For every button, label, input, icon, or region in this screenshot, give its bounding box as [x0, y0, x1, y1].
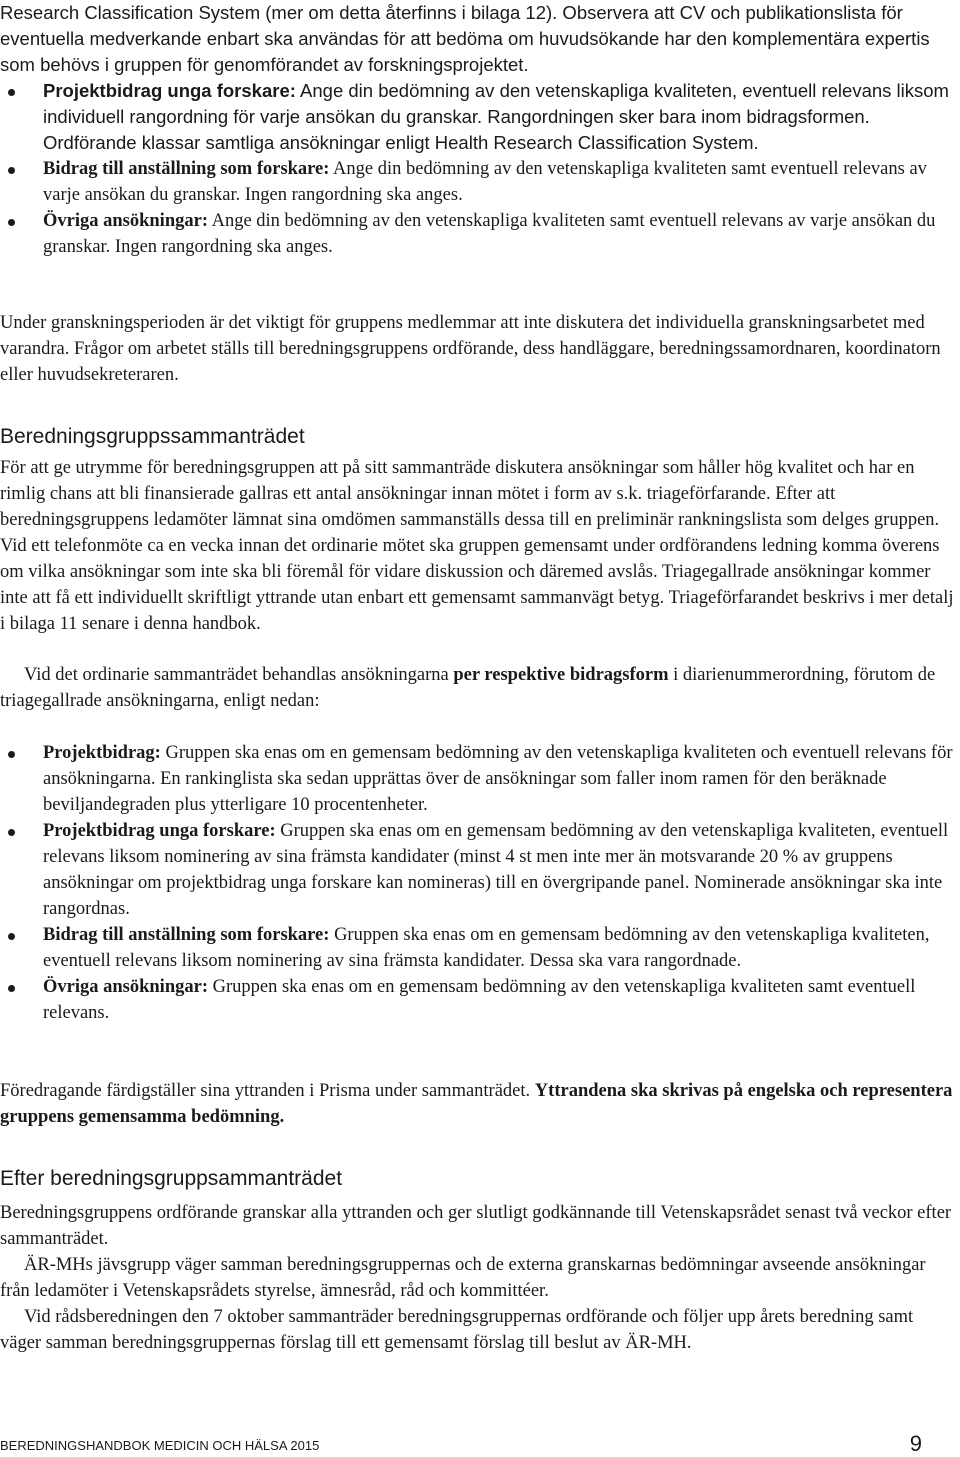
list-item: Projektbidrag unga forskare: Ange din bedömning av den vetenskapliga kvaliteten, eventuell relevans liksom individuell rangordning för varje ansökan du granskar. Rangordningen sker bara inom bidragsformen. Ordförande klassar samtliga ansökningar enligt Health Research Classification System.	[0, 78, 955, 156]
intro-paragraph: Research Classification System (mer om detta återfinns i bilaga 12). Observera att CV och publikationslista för eventuella medverkande enbart ska användas för att bedöma om huvudsökande har den komplementära expertis som behövs i gruppen för genomförandet av forskningsprojektet.	[0, 2, 930, 75]
page-number: 9	[909, 1431, 922, 1456]
list-item: Bidrag till anställning som forskare: Ange din bedömning av den vetenskapliga kvaliteten samt eventuell relevans av varje ansökan du granskar. Ingen rangordning ska anges.	[0, 156, 955, 208]
after-meeting-paragraph-3: Vid rådsberedningen den 7 oktober sammanträder beredningsgruppernas ordförande och följer upp årets beredning samt väger samman beredningsgruppernas förslag till ett gemensamt förslag till beslut av ÄR-MH.	[0, 1307, 914, 1353]
triage-paragraph: För att ge utrymme för beredningsgruppen att på sitt sammanträde diskutera ansökningar som håller hög kvalitet och har en rimlig chans att bli finansierade gallras ett antal ansökningar innan mötet i form av s.k. triageförfarande. Efter att beredningsgruppens ledamöter lämnat sina omdömen sammanställs dessa till en preliminär rankningslista som delges gruppen. Vid ett telefonmöte ca en vecka innan det ordinarie mötet ska gruppen gemensamt under ordförandens ledning komma överens om vilka ansökningar som inte ska bli föremål för vidare diskussion och däremed avslås. Triagegallrade ansökningar kommer inte att få ett individuellt skriftligt yttrande utan enbart ett gemensamt sammanvägt betyg. Triageförfarandet beskrivs i mer detalj i bilaga 11 senare i denna handbok.	[0, 458, 954, 634]
bullet-icon	[8, 751, 15, 758]
review-bullet-list	[0, 78, 955, 260]
after-meeting-paragraph-1: Beredningsgruppens ordförande granskar alla yttranden och ger slutligt godkännande till Vetenskapsrådet senast två veckor efter sammanträdet.	[0, 1203, 952, 1249]
bullet-icon	[8, 219, 15, 226]
bullet-icon	[8, 89, 15, 96]
list-item: Projektbidrag: Gruppen ska enas om en gemensam bedömning av den vetenskapliga kvaliteten och eventuell relevans för ansökningarna. En rankinglista ska sedan upprättas över de ansökningar som faller inom ramen för den beräknade beviljandegraden plus ytterligare 10 procentenheter.	[0, 740, 955, 818]
list-item: Övriga ansökningar: Gruppen ska enas om en gemensam bedömning av den vetenskapliga kvaliteten samt eventuell relevans.	[0, 974, 955, 1026]
closing-paragraph: Föredragande färdigställer sina yttranden i Prisma under sammanträdet. Yttrandena ska skrivas på engelska och representera gruppens gemensamma bedömning.	[0, 1081, 953, 1127]
after-meeting-paragraph-2: ÄR-MHs jävsgrupp väger samman beredningsgruppernas och de externa granskarnas bedömningar avseende ansökningar från ledamöter i Vetenskapsrådets styrelse, ämnesråd, råd och kommittéer.	[0, 1255, 926, 1301]
bullet-icon	[8, 985, 15, 992]
list-item: Bidrag till anställning som forskare: Gruppen ska enas om en gemensam bedömning av den vetenskapliga kvaliteten, eventuell relevans liksom nominering av sina främsta kandidater. Dessa ska vara rangordnade.	[0, 922, 955, 974]
bullet-icon	[8, 829, 15, 836]
bullet-icon	[8, 933, 15, 940]
section-heading-meeting: Beredningsgruppssammanträdet	[0, 425, 305, 448]
bullet-icon	[8, 167, 15, 174]
footer-title: BEREDNINGSHANDBOK MEDICIN OCH HÄLSA 2015	[0, 1438, 320, 1453]
list-item: Projektbidrag unga forskare: Gruppen ska enas om en gemensam bedömning av den vetenskapliga kvaliteten, eventuell relevans liksom nominering av sina främsta kandidater (minst 4 st men inte mer än motsvarande 20 % av gruppens ansökningar om projektbidrag unga forskare kan nomineras) till en övergripande panel. Nominerade ansökningar ska inte rangordnas.	[0, 818, 955, 922]
list-item: Övriga ansökningar: Ange din bedömning av den vetenskapliga kvaliteten samt eventuell relevans av varje ansökan du granskar. Ingen rangordning ska anges.	[0, 208, 955, 260]
meeting-bullet-list	[0, 740, 955, 1026]
section-heading-after-meeting: Efter beredningsgruppsammanträdet	[0, 1167, 343, 1190]
meeting-order-paragraph: Vid det ordinarie sammanträdet behandlas ansökningarna per respektive bidragsform i diarienummerordning, förutom de triagegallrade ansökningarna, enligt nedan:	[0, 665, 936, 711]
review-period-paragraph: Under granskningsperioden är det viktigt för gruppens medlemmar att inte diskutera det individuella granskningsarbetet med varandra. Frågor om arbetet ställs till beredningsgruppens ordförande, dess handläggare, beredningssamordnaren, koordinatorn eller huvudsekreteraren.	[0, 313, 941, 385]
